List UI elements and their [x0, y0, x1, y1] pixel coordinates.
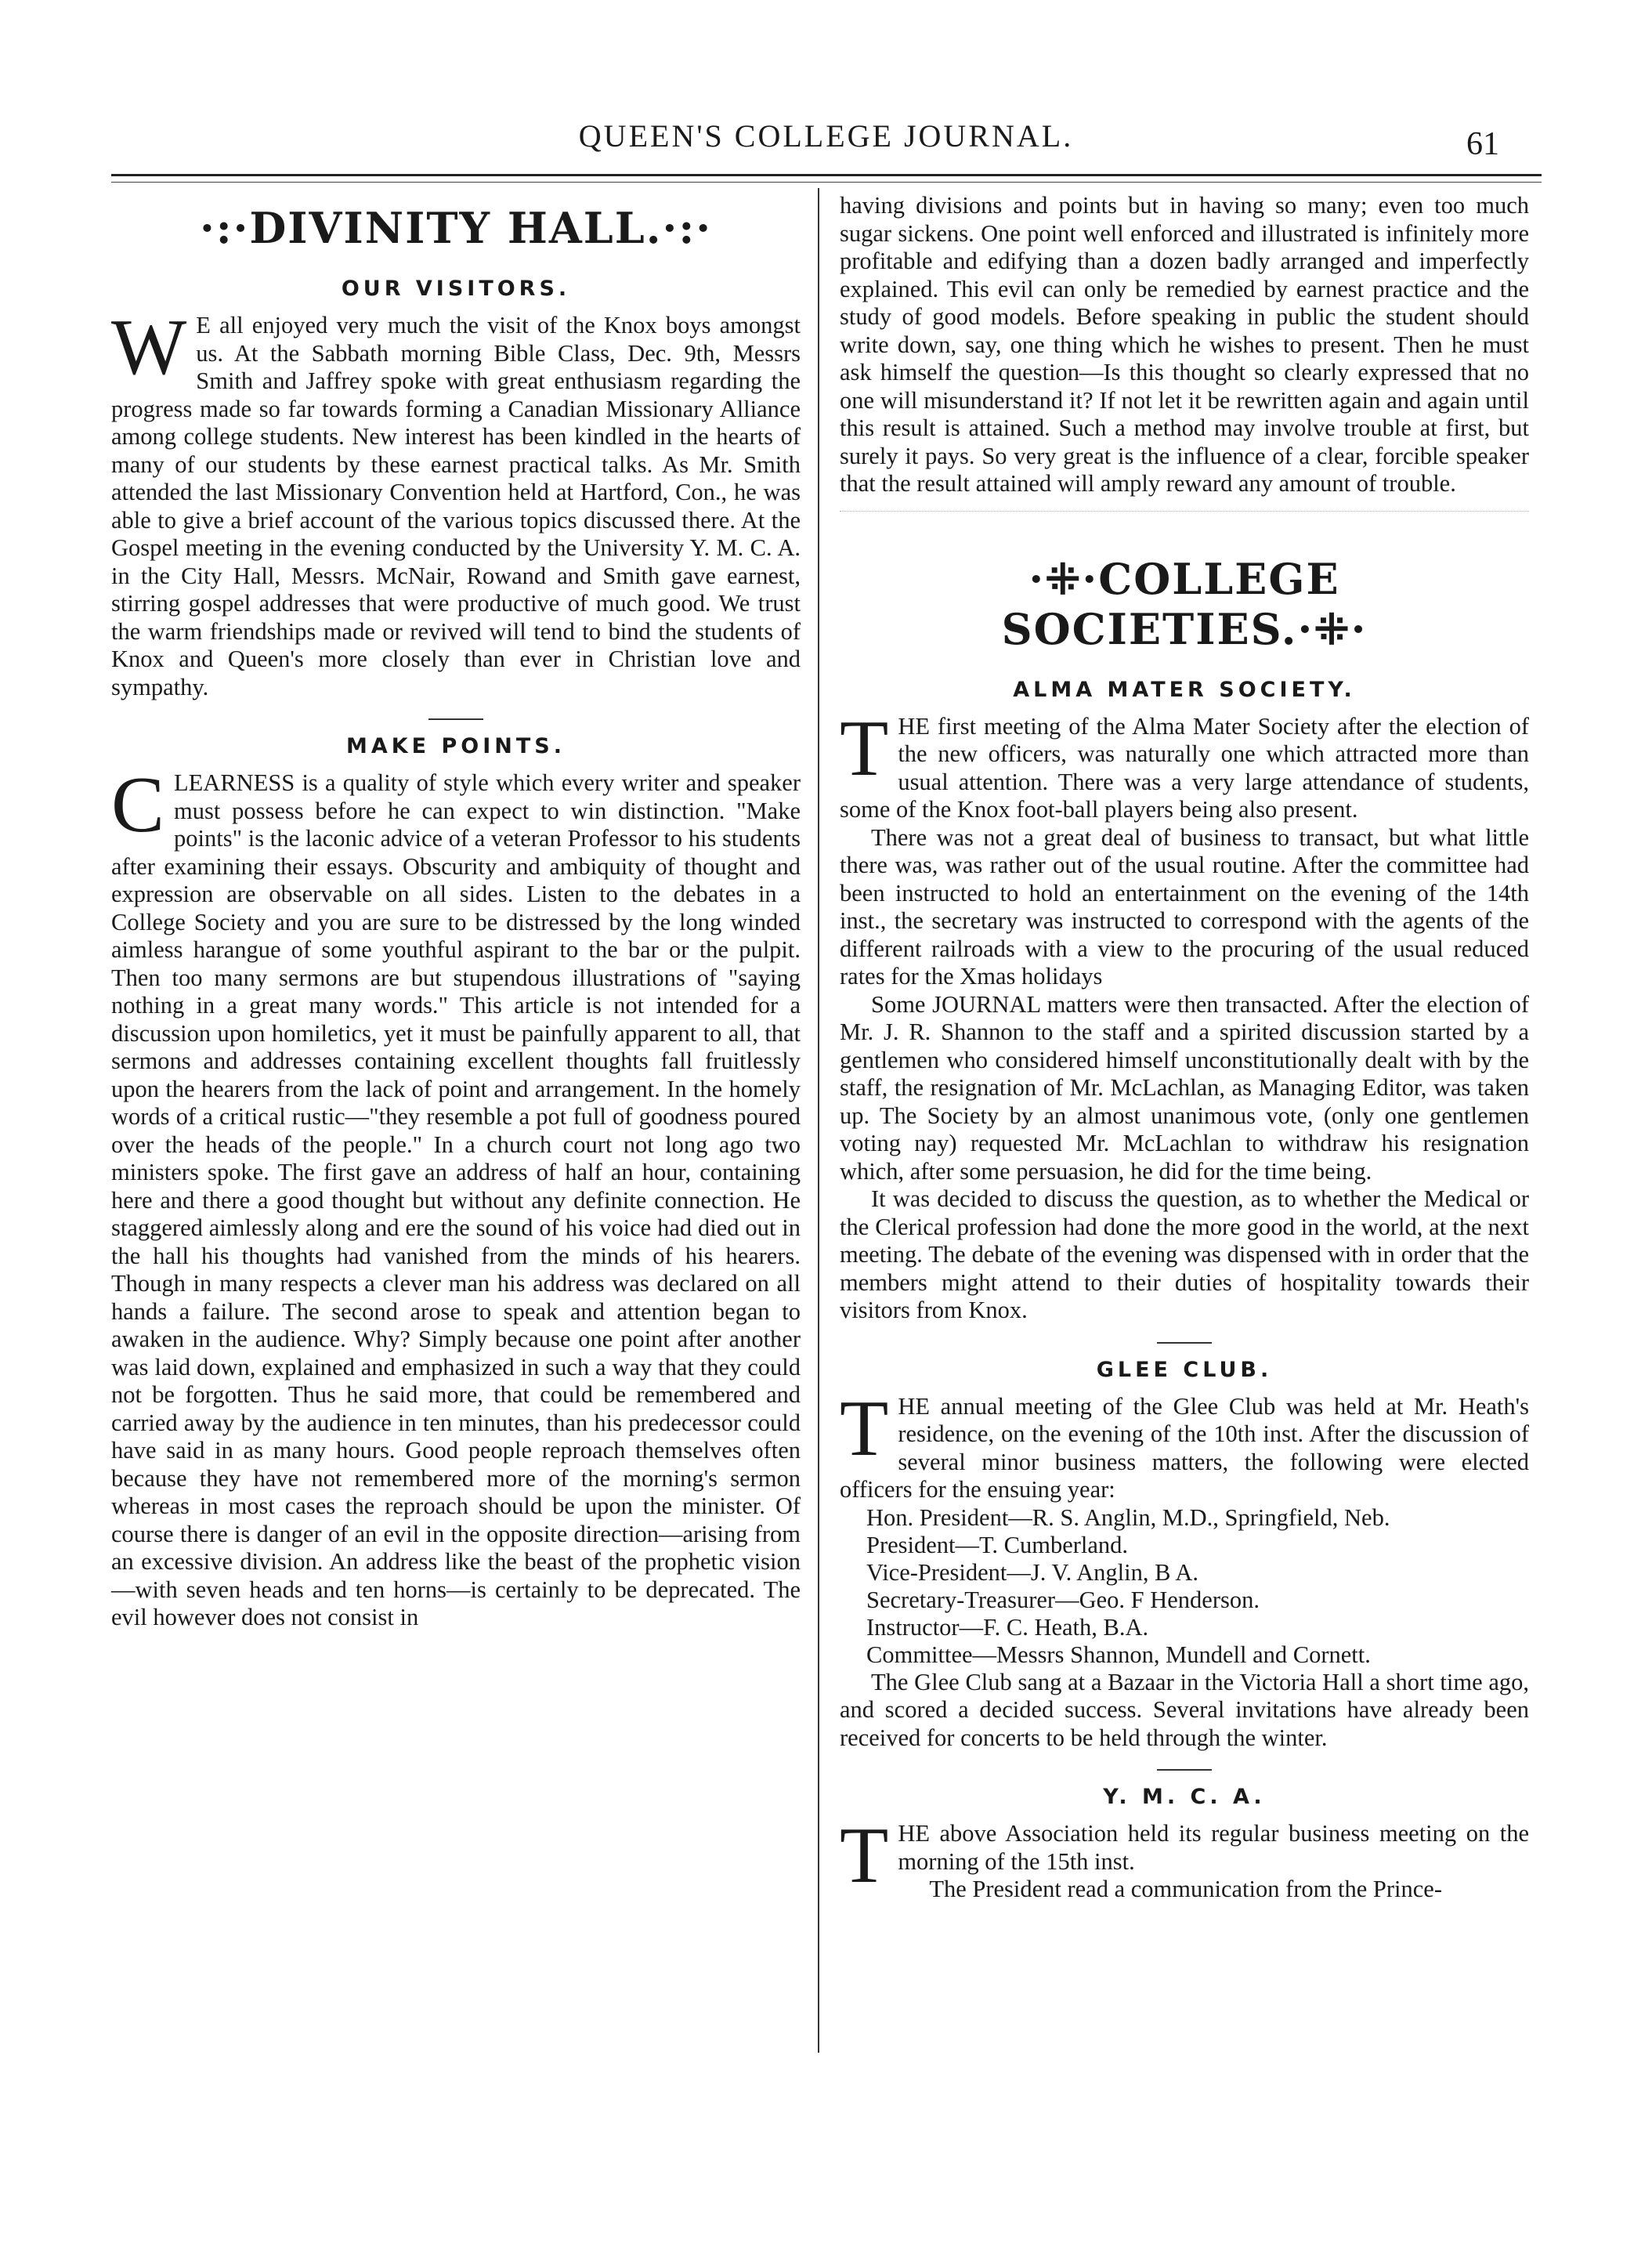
- column-divider: [818, 188, 819, 2053]
- dotted-divider: [840, 511, 1529, 523]
- alma-mater-p3: Some JOURNAL matters were then transacted. After the election of Mr. J. R. Shannon to the staff and a spirited discussion started by a gentlemen who considered himself unconstitutionally dealt with by the staff, the resignation of Mr. McLachlan, as Managing Editor, was taken up. The Society by an almost unanimous vote, (only one gentlemen voting nay) requested Mr. McLachlan to withdraw his resignation which, after some persuasion, he did for the time being.: [840, 990, 1529, 1185]
- left-column: [111, 192, 801, 1632]
- divinity-hall-title: ·:·DIVINITY HALL.·:·: [199, 203, 713, 253]
- make-points-continuation: having divisions and points but in having so many; even too much sugar sickens. One point well enforced and illustrated is infinitely more profitable and edifying than a dozen badly arranged and imperfectly explained. This evil can only be remedied by earnest practice and the study of good models. Before speaking in public the student should write down, say, one thing which he wishes to present. Then he must ask himself the question—Is this thought so clearly expressed that no one will misunderstand it? If not let it be rewritten again and again until this result is attained. Such a method may involve trouble at first, but surely it pays. So very great is the influence of a clear, forcible speaker that the result attained will amply reward any amount of trouble.: [840, 192, 1529, 497]
- drop-cap: T: [840, 1384, 889, 1473]
- right-column: [840, 192, 1529, 1904]
- header-rule-thin: [111, 182, 1542, 183]
- header-rule: [111, 174, 1542, 176]
- make-points-text: [111, 761, 801, 1632]
- ymca-heading: Y. M. C. A.: [1103, 1785, 1266, 1809]
- our-visitors-text: [111, 303, 801, 701]
- alma-mater-p2: There was not a great deal of business to transact, but what little there was, was rather out of the usual routine. After the committee had been instructed to hold an entertainment on the evening of the 14th inst., the secretary was instructed to correspond with the agents of the different railroads with a view to the procuring of the usual reduced rates for the Xmas holidays: [840, 823, 1529, 990]
- officers-list: [866, 1504, 1529, 1669]
- page-number: 61: [1466, 126, 1499, 162]
- officer-line: Vice-President—J. V. Anglin, B A.: [866, 1558, 1199, 1586]
- glee-club-p1-body: HE annual meeting of the Glee Club was held at Mr. Heath's residence, on the evening of the 10th inst. After the discussion of several minor business matters, the following were elected officers for the ensuing year:: [840, 1392, 1529, 1503]
- drop-cap: C: [111, 761, 165, 849]
- glee-club-p1: [840, 1384, 1529, 1504]
- drop-cap: T: [840, 1811, 889, 1900]
- college-societies-title: ·⁜·COLLEGE SOCIETIES.·⁜·: [1001, 553, 1368, 654]
- officer-line: Instructor—F. C. Heath, B.A.: [866, 1613, 1149, 1641]
- make-points-body: LEARNESS is a quality of style which every writer and speaker must possess before he can expect to win distinction. "Make points" is the laconic advice of a veteran Professor to his students after examining their essays. Obscurity and ambiquity of thought and expression are observable on all sides. Listen to the debates in a College Society and you are sure to be distressed by the long winded aimless harangue of some youthful aspirant to the bar or the pulpit. Then too many sermons are but stupendous illustrations of "saying nothing in a great many words." This article is not intended for a discussion upon homiletics, yet it must be painfully apparent to all, that sermons and addresses containing excellent thoughts fall fruitlessly upon the hearers from the lack of point and arrangement. In the homely words of a critical rustic—"they resemble a pot full of goodness poured over the heads of the people." In a church court not long ago two ministers spoke. The first gave an address of half an hour, containing here and there a good thought but without any definite connection. He staggered aimlessly along and ere the sound of his voice had died out in the hall his thoughts had vanished from the minds of his hearers. Though in many respects a clever man his address was declared on all hands a failure. The second arose to speak and attention began to awaken in the audience. Why? Simply because one point after another was laid down, explained and emphasized in such a way that they could not be forgotten. Thus he said more, that could be remembered and carried away by the audience in ten minutes, than his predecessor could have said in as many hours. Good people reproach themselves often because they have not remembered more of the morning's sermon whereas in most cases the reproach should be upon the minister. Of course there is danger of an evil in the opposite direction—arising from an excessive division. An address like the beast of the prophetic vision—with seven heads and ten horns—is certainly to be deprecated. The evil however does not consist in: [111, 769, 801, 1630]
- officer-line: Secretary-Treasurer—Geo. F Henderson.: [866, 1586, 1260, 1613]
- drop-cap: W: [111, 303, 187, 392]
- section-rule: [428, 718, 483, 720]
- officer-line: President—T. Cumberland.: [866, 1531, 1129, 1558]
- section-rule: [1157, 1342, 1212, 1344]
- section-rule: [1157, 1769, 1212, 1771]
- make-points-heading: MAKE POINTS.: [345, 734, 566, 758]
- alma-mater-p4: It was decided to discuss the question, as to whether the Medical or the Clerical profession had done the more good in the world, at the next meeting. The debate of the evening was dispensed with in order that the members might attend to their duties of hospitality towards their visitors from Knox.: [840, 1185, 1529, 1323]
- glee-club-p2: The Glee Club sang at a Bazaar in the Victoria Hall a short time ago, and scored a decided success. Several invitations have already been received for concerts to be held through the winter.: [840, 1668, 1529, 1751]
- running-head: QUEEN'S COLLEGE JOURNAL.: [578, 118, 1074, 154]
- officer-line: Committee—Messrs Shannon, Mundell and Cornett.: [866, 1641, 1371, 1668]
- drop-cap: T: [840, 704, 889, 793]
- glee-club-heading: GLEE CLUB.: [1096, 1357, 1273, 1382]
- ymca-p1-body: HE above Association held its regular business meeting on the morning of the 15th inst.: [898, 1820, 1529, 1875]
- officer-line: Hon. President—R. S. Anglin, M.D., Springfield, Neb.: [866, 1503, 1390, 1531]
- alma-mater-p1-body: HE first meeting of the Alma Mater Society after the election of the new officers, was naturally one which attracted more than usual attention. There was a very large attendance of students, some of the Knox foot-ball players being also present.: [840, 712, 1529, 823]
- ymca-p2: The President read a communication from the Prince-: [929, 1876, 1442, 1902]
- our-visitors-body: E all enjoyed very much the visit of the Knox boys amongst us. At the Sabbath morning Bible Class, Dec. 9th, Messrs Smith and Jaffrey spoke with great enthusiasm regarding the progress made so far towards forming a Canadian Missionary Alliance among college students. New interest has been kindled in the hearts of many of our students by these earnest practical talks. As Mr. Smith attended the last Missionary Convention held at Hartford, Con., he was able to give a brief account of the various topics discussed there. At the Gospel meeting in the evening conducted by the University Y. M. C. A. in the City Hall, Messrs. McNair, Rowand and Smith gave earnest, stirring gospel addresses that were productive of much good. We trust the warm friendships made or revived will tend to bind the students of Knox and Queen's more closely than ever in Christian love and sympathy.: [111, 312, 801, 700]
- alma-mater-heading: ALMA MATER SOCIETY.: [1013, 677, 1356, 702]
- alma-mater-p1: [840, 704, 1529, 824]
- our-visitors-heading: OUR VISITORS.: [341, 277, 571, 301]
